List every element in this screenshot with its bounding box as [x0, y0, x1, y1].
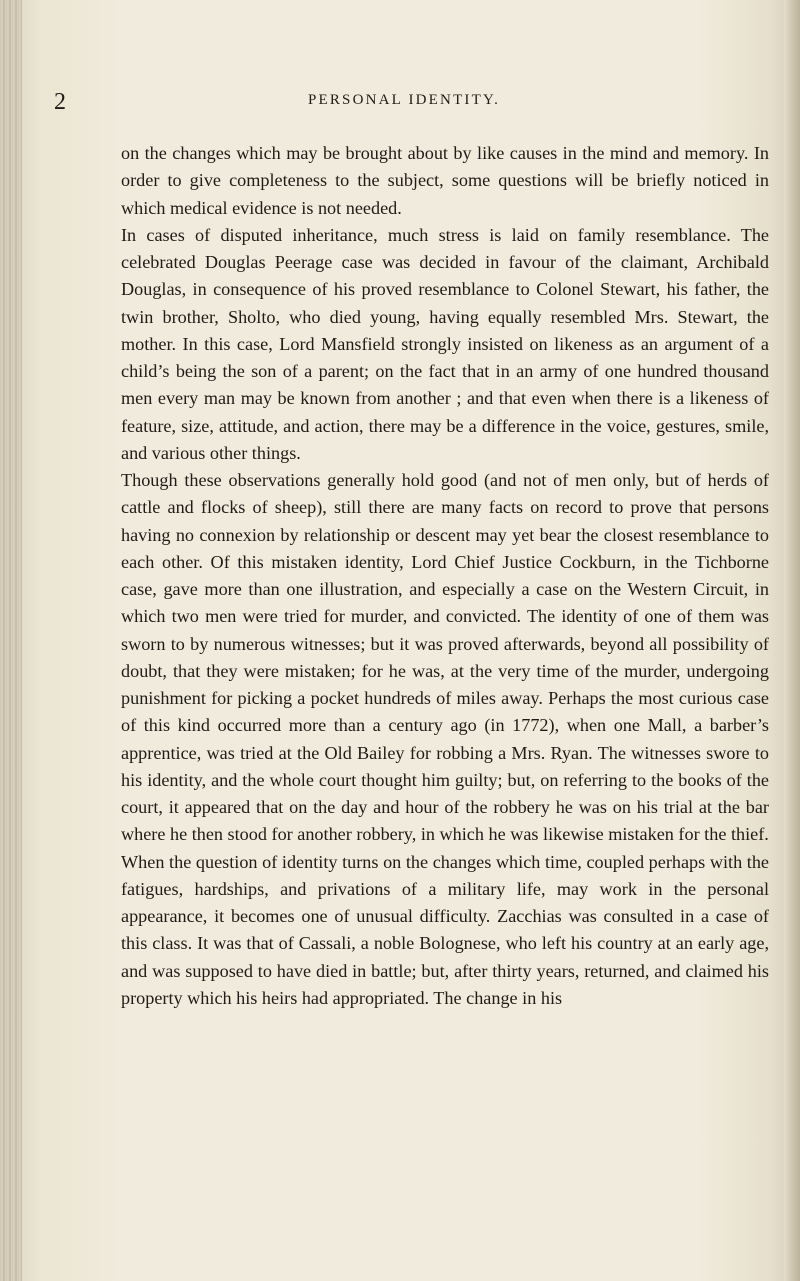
running-head: PERSONAL IDENTITY. [307, 92, 501, 108]
paragraph-4: When the question of identity turns on the changes which time, coupled perhaps with the fatigues, hardships, and privations of a military life, may work in the personal appearance, it becomes one of unusual difficulty. Zacchias was consulted in a case of this class. It was that of Cassali, a noble Bolognese, who left his country at an early age, and was supposed to have died in battle; but, after thirty years, returned, and claimed his property which his heirs had appropriated. The change in his [121, 851, 769, 1008]
paragraph-2: In cases of disputed inheritance, much stress is laid on family resemblance. The celebrated Douglas Peerage case was decided in favour of the claimant, Archibald Douglas, in consequence of his proved resemblance to Colonel Stewart, his father, the twin brother, Sholto, who died young, having equally resembled Mrs. Stewart, the mother. In this case, Lord Mansfield strongly insisted on likeness as an argument of a child’s being the son of a parent; on the fact that in an army of one hundred thousand men every man may be known from another ; and that even when there is a likeness of feature, size, attitude, and action, there may be a difference in the voice, gestures, smile, and various other things. [121, 224, 769, 463]
page-right-edge [784, 0, 800, 1281]
paragraph-3: Though these observations generally hold good (and not of men only, but of herds of cattle and flocks of sheep), still there are many facts on record to prove that persons having no connexion by relationship or descent may yet bear the closest resemblance to each other. Of this mistaken identity, Lord Chief Justice Cockburn, in the Tichborne case, gave more than one illustration, and especially a case on the Western Circuit, in which two men were tried for murder, and convicted. The identity of one of them was sworn to by numerous witnesses; but it was proved afterwards, beyond all possibility of doubt, that they were mistaken; for he was, at the very time of the murder, undergoing punishment for picking a pocket hundreds of miles away. Perhaps the most curious case of this kind occurred more than a century ago (in 1772), when one Mall, a barber’s apprentice, was tried at the Old Bailey for robbing a Mrs. Ryan. The witnesses swore to his identity, and the whole court thought him guilty; but, on referring to the books of the court, it appeared that on the day and hour of the robbery he was on his trial at the bar where he then stood for another robbery, in which he was likewise mistaken for the thief. [121, 470, 769, 845]
body-text [121, 140, 769, 1012]
page-binding-edge [0, 0, 22, 1281]
page-number: 2 [54, 89, 66, 115]
page-header [54, 88, 754, 118]
paragraph-1: on the changes which may be brought about by like causes in the mind and memory. In order to give completeness to the subject, some questions will be briefly noticed in which medical evidence is not needed. [121, 143, 769, 218]
